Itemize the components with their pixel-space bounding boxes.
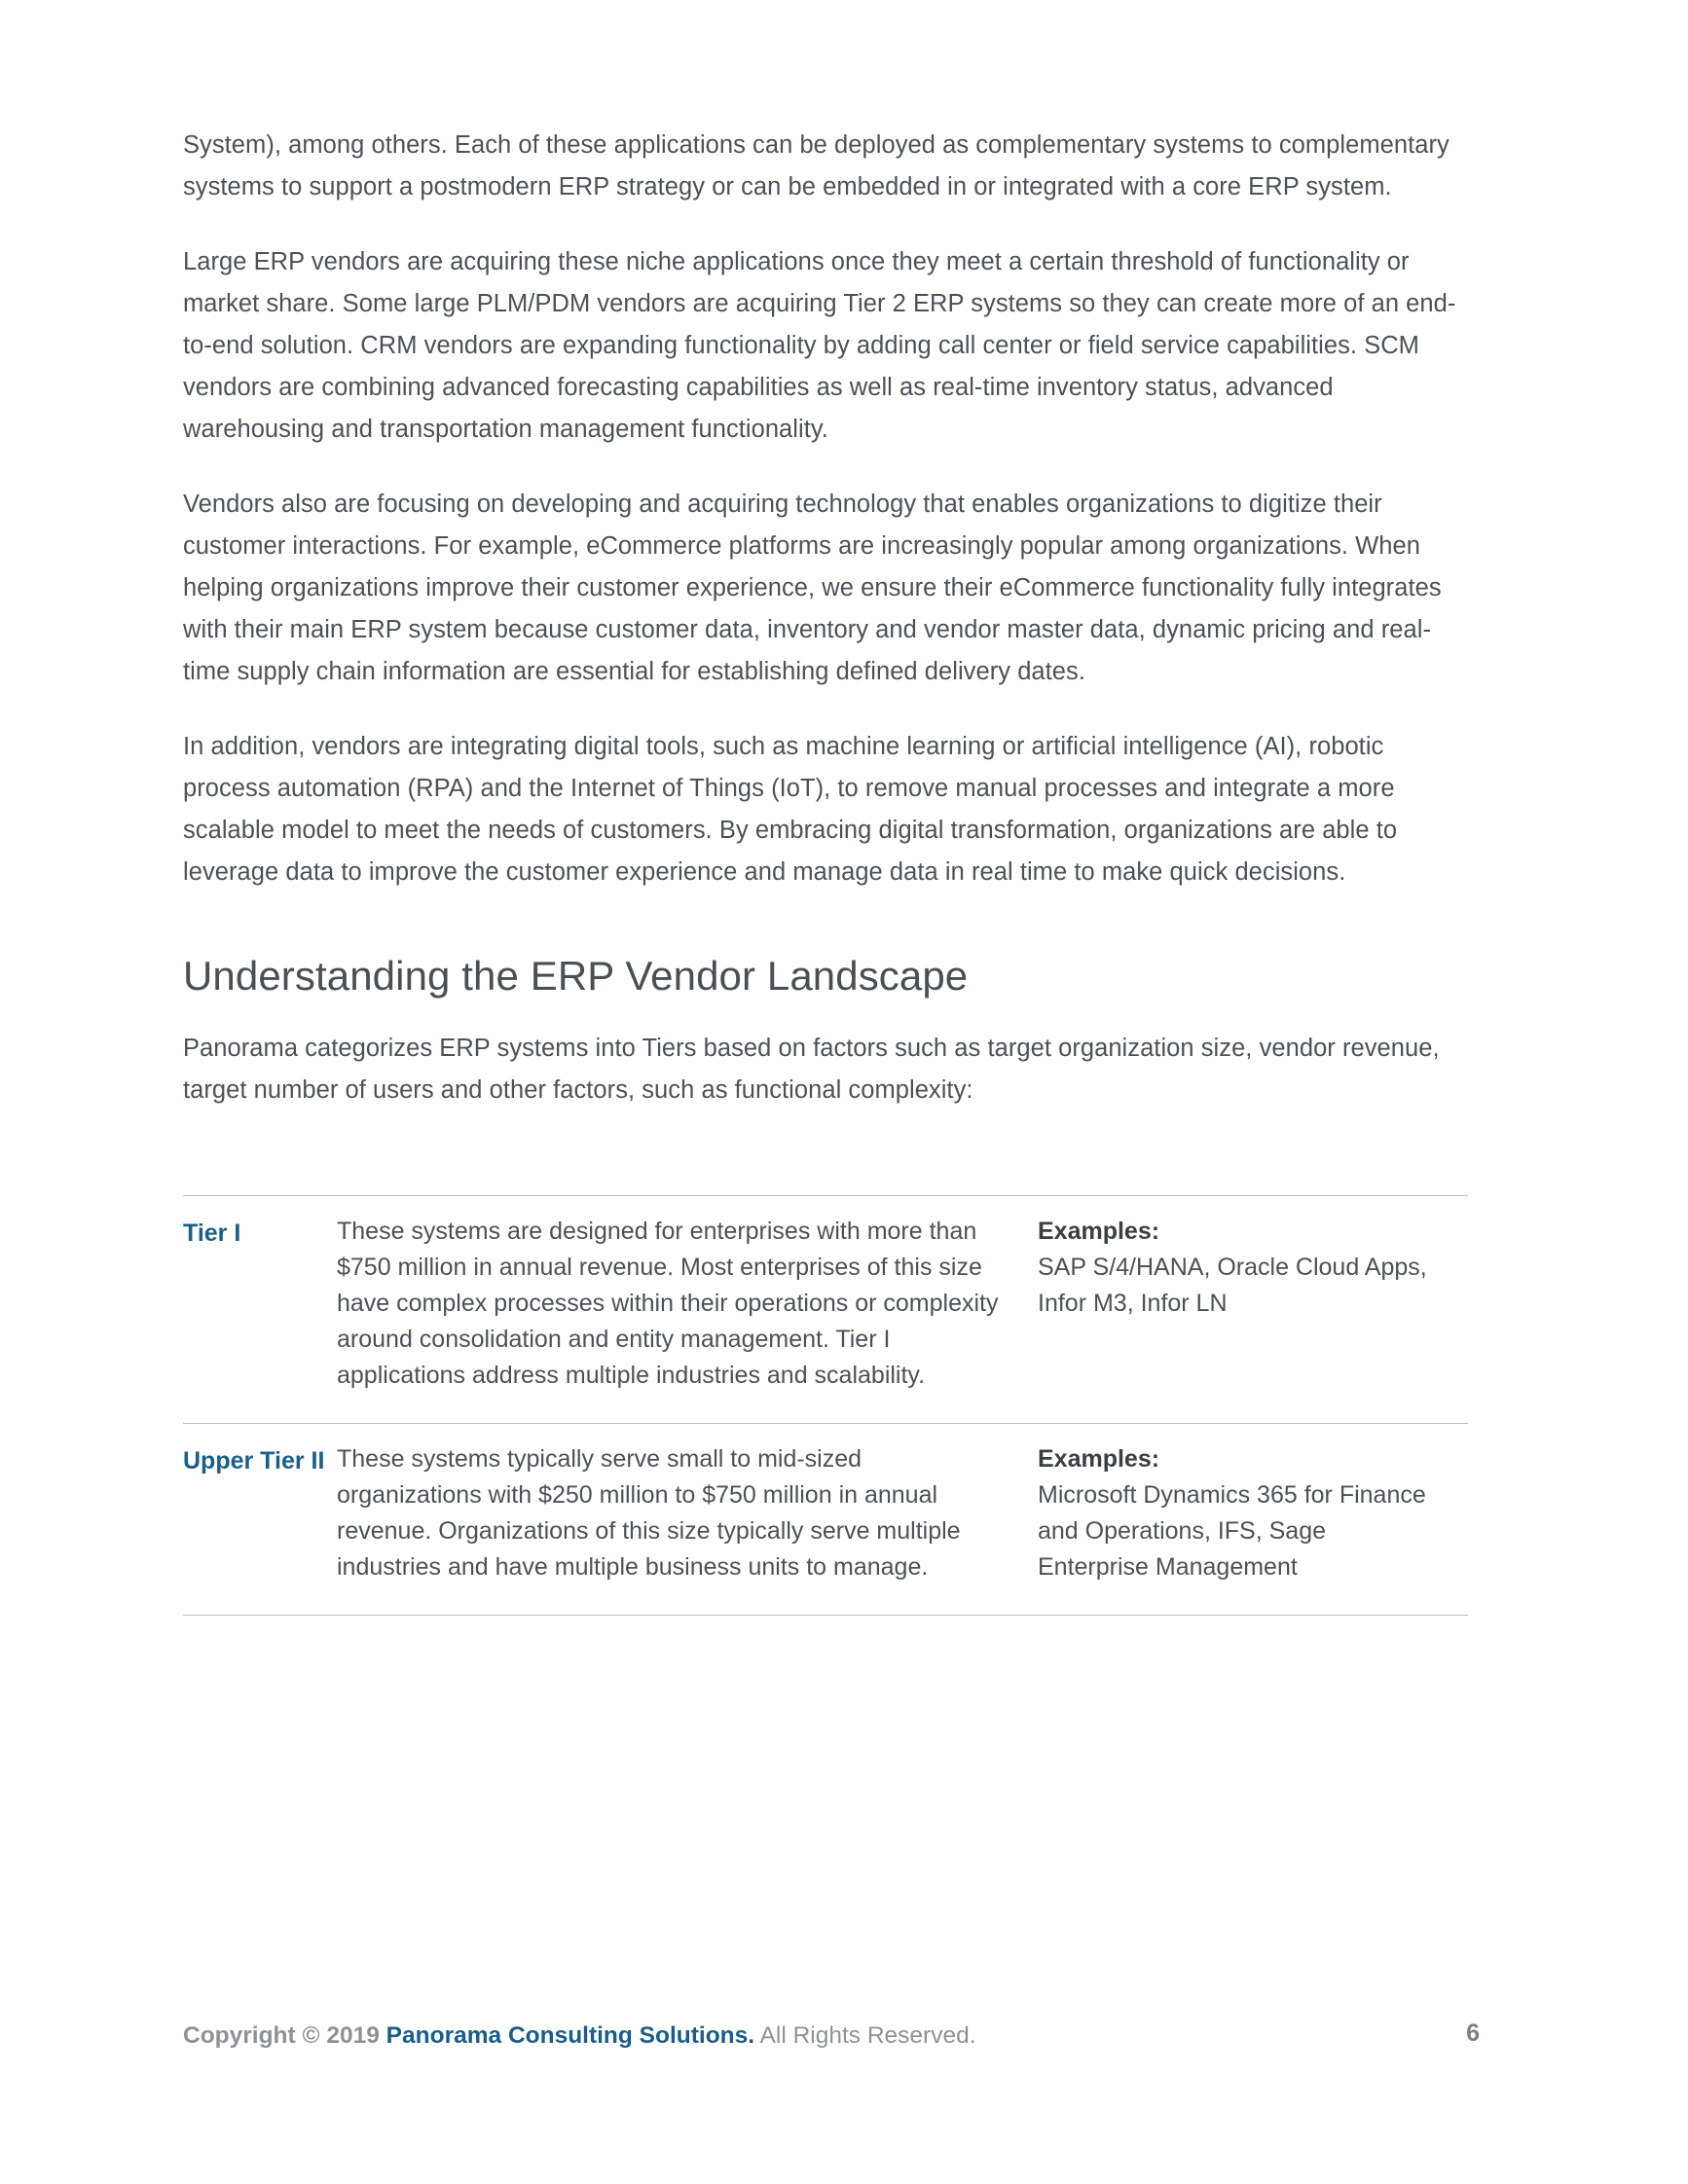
tier-label: Tier I (183, 1219, 241, 1247)
tier-examples-body: Microsoft Dynamics 365 for Finance and Operations, IFS, Sage Enterprise Management (1038, 1481, 1426, 1581)
footer-company-name[interactable]: Panorama Consulting Solutions. (385, 2022, 755, 2049)
paragraph-3: Vendors also are focusing on developing and acquiring technology that enables organizations to digitize their customer interactions. For example, eCommerce platforms are increasingly popular among organizations. When helping organizations improve their customer experience, we ensure their eCommerce functionality fully integrates with their main ERP system because customer data, inventory and vendor master data, dynamic pricing and real-time supply chain information are essential for establishing defined delivery dates. (183, 491, 1442, 685)
paragraph-4: In addition, vendors are integrating digital tools, such as machine learning or artificial intelligence (AI), robotic process automation (RPA) and the Internet of Things (IoT), to remove manual processes and integrate a more scalable model to meet the needs of customers. By embracing digital transformation, organizations are able to leverage data to improve the customer experience and manage data in real time to make quick decisions. (183, 733, 1398, 886)
table-row (183, 1195, 1468, 1423)
tier-examples-title: Examples: (1038, 1445, 1160, 1473)
footer-rights-text: All Rights Reserved. (754, 2022, 976, 2049)
footer-copyright-prefix: Copyright © 2019 (183, 2022, 386, 2049)
paragraph-1: System), among others. Each of these applications can be deployed as complementary systems to complementary systems to support a postmodern ERP strategy or can be embedded in or integrated with a core ERP system. (183, 131, 1449, 200)
tier-description: These systems are designed for enterprises with more than $750 million in annual revenue. Most enterprises of this size have complex processes within their operations or complexity around consolidation and entity management. Tier I applications address multiple industries and scalability. (337, 1218, 999, 1389)
tier-examples-title: Examples: (1038, 1218, 1160, 1245)
paragraph-2: Large ERP vendors are acquiring these niche applications once they meet a certain threshold of functionality or market share. Some large PLM/PDM vendors are acquiring Tier 2 ERP systems so they can create more of an end-to-end solution. CRM vendors are expanding functionality by adding call center or field service capabilities. SCM vendors are combining advanced forecasting capabilities as well as real-time inventory status, advanced warehousing and transportation management functionality. (183, 248, 1456, 443)
tier-examples (1038, 1214, 1427, 1394)
tier-description: These systems typically serve small to mid-sized organizations with $250 million to $750 million in annual revenue. Organizations of this size typically serve multiple industries and have multiple business units to manage. (337, 1445, 961, 1581)
page-footer (0, 2020, 1688, 2078)
tier-examples-body: SAP S/4/HANA, Oracle Cloud Apps, Infor M3, Infor LN (1038, 1254, 1427, 1317)
page-content (183, 125, 1468, 1616)
section-intro-paragraph: Panorama categorizes ERP systems into Tiers based on factors such as target organization size, vendor revenue, target number of users and other factors, such as functional complexity: (183, 1035, 1440, 1104)
page-number: 6 (1466, 2020, 1480, 2047)
tier-label: Upper Tier II (183, 1447, 325, 1474)
table-row (183, 1423, 1468, 1616)
tier-examples (1038, 1441, 1427, 1585)
footer-copyright-line (183, 2020, 1468, 2053)
section-heading: Understanding the ERP Vendor Landscape (183, 953, 969, 999)
tier-table (183, 1195, 1468, 1616)
